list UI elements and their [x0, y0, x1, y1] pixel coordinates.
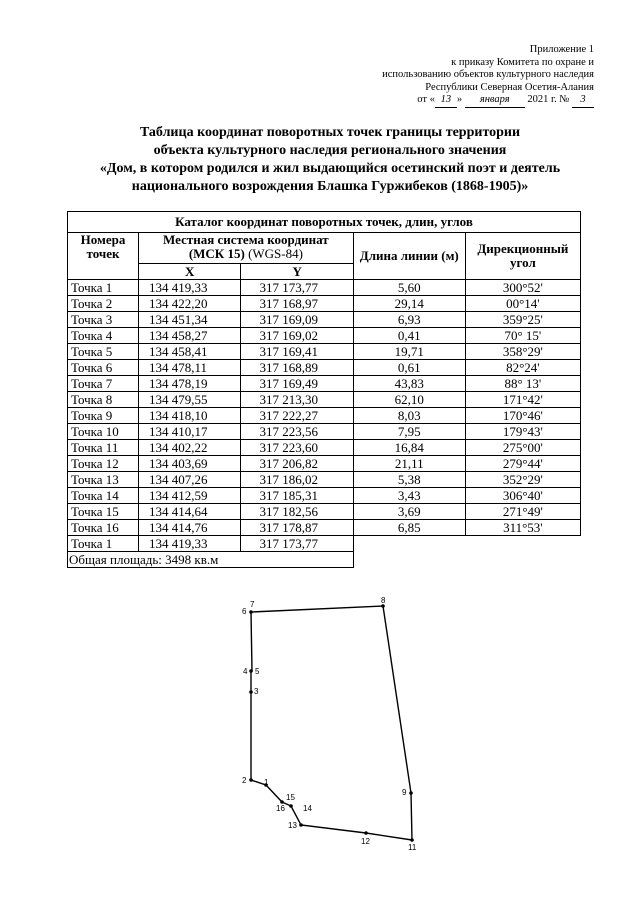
plan-label-1: 1 — [264, 778, 269, 787]
cell-point: Точка 4 — [68, 328, 139, 344]
cell-point: Точка 2 — [68, 296, 139, 312]
appendix-line-4: Республики Северная Осетия-Алания — [425, 81, 594, 93]
title-line-1: Таблица координат поворотных точек границы территории — [139, 125, 521, 140]
cell-y: 317 169,49 — [241, 376, 353, 392]
cell-y: 317 178,87 — [241, 520, 353, 536]
cell-length: 16,84 — [353, 440, 465, 456]
date-month: января — [465, 94, 525, 108]
date-year: 2021 г. № — [527, 94, 570, 105]
cell-direction: 88° 13' — [465, 376, 580, 392]
plan-label-12: 12 — [361, 837, 370, 846]
cell-direction: 179°43' — [465, 424, 580, 440]
cell-x: 134 422,20 — [138, 296, 241, 312]
cell-x: 134 478,19 — [138, 376, 241, 392]
col-header-system-line1: Местная система координат — [163, 232, 329, 247]
cell-point: Точка 8 — [68, 392, 139, 408]
boundary-point — [299, 823, 303, 827]
boundary-point — [249, 669, 253, 673]
cell-x: 134 458,27 — [138, 328, 241, 344]
cell-y: 317 173,77 — [241, 280, 353, 296]
boundary-points — [249, 604, 414, 842]
cell-y: 317 206,82 — [241, 456, 353, 472]
cell-direction: 311°53' — [465, 520, 580, 536]
cell-length: 3,69 — [353, 504, 465, 520]
appendix-title: Приложение 1 — [529, 44, 594, 55]
cell-x: 134 410,17 — [138, 424, 241, 440]
cell-x: 134 419,33 — [138, 280, 241, 296]
cell-length: 5,60 — [353, 280, 465, 296]
cell-x: 134 478,11 — [138, 360, 241, 376]
cell-direction: 82°24' — [465, 360, 580, 376]
total-area: Общая площадь: 3498 кв.м — [68, 552, 354, 568]
cell-y: 317 185,31 — [241, 488, 353, 504]
boundary-point — [249, 690, 253, 694]
plan-label-2: 2 — [242, 776, 247, 785]
cell-length: 3,43 — [353, 488, 465, 504]
cell-point: Точка 15 — [68, 504, 139, 520]
cell-point: Точка 6 — [68, 360, 139, 376]
cell-direction: 352°29' — [465, 472, 580, 488]
cell-direction: 271°49' — [465, 504, 580, 520]
cell-y: 317 222,27 — [241, 408, 353, 424]
col-header-direction-line2: угол — [510, 255, 536, 270]
cell-x: 134 402,22 — [138, 440, 241, 456]
plan-label-3: 3 — [254, 687, 259, 696]
appendix-line-3: использованию объектов культурного наследия — [382, 69, 594, 80]
cell-direction: 170°46' — [465, 408, 580, 424]
boundary-point — [409, 791, 413, 795]
cell-y: 317 169,09 — [241, 312, 353, 328]
cell-y: 317 169,02 — [241, 328, 353, 344]
col-header-wgs: (WGS-84) — [244, 246, 303, 261]
date-prefix: от « — [417, 94, 435, 105]
table-caption: Каталог координат поворотных точек, длин, углов — [68, 212, 581, 233]
cell-point: Точка 14 — [68, 488, 139, 504]
cell-x: 134 407,26 — [138, 472, 241, 488]
plan-label-13: 13 — [288, 821, 297, 830]
cell-y: 317 168,89 — [241, 360, 353, 376]
plan-label-16: 16 — [276, 804, 285, 813]
plan-label-5: 5 — [255, 667, 260, 676]
boundary-point — [410, 838, 414, 842]
cell-y: 317 182,56 — [241, 504, 353, 520]
cell-length: 6,93 — [353, 312, 465, 328]
cell-point: Точка 5 — [68, 344, 139, 360]
cell-point: Точка 10 — [68, 424, 139, 440]
cell-x: 134 419,33 — [138, 536, 241, 552]
cell-direction: 359°25' — [465, 312, 580, 328]
cell-direction: 00°14' — [465, 296, 580, 312]
col-header-points-line1: Номера — [80, 232, 126, 247]
plan-label-6: 6 — [242, 607, 247, 616]
boundary-point — [289, 804, 293, 808]
appendix-line-2: к приказу Комитета по охране и — [451, 56, 594, 68]
plan-label-11: 11 — [408, 843, 417, 852]
cell-length: 43,83 — [353, 376, 465, 392]
cell-point: Точка 11 — [68, 440, 139, 456]
cell-direction: 275°00' — [465, 440, 580, 456]
cell-x: 134 403,69 — [138, 456, 241, 472]
cell-y: 317 173,77 — [241, 536, 353, 552]
cell-x: 134 414,76 — [138, 520, 241, 536]
title-line-3: «Дом, в котором родился и жил выдающийся осетинский поэт и деятель — [99, 161, 561, 176]
cell-length: 6,85 — [353, 520, 465, 536]
col-header-points-line2: точек — [86, 246, 120, 261]
plan-label-8: 8 — [381, 596, 386, 605]
cell-y: 317 213,30 — [241, 392, 353, 408]
date-day: 13 — [435, 94, 457, 108]
plan-label-15: 15 — [286, 793, 295, 802]
cell-y: 317 169,41 — [241, 344, 353, 360]
cell-length: 0,61 — [353, 360, 465, 376]
title-line-4: национального возрождения Блашка Гуржибеков (1868-1905)» — [131, 179, 529, 194]
cell-length: 29,14 — [353, 296, 465, 312]
col-header-direction-line1: Дирекционный — [477, 241, 569, 256]
plan-label-7: 7 — [250, 600, 255, 609]
cell-point: Точка 12 — [68, 456, 139, 472]
cell-length: 7,95 — [353, 424, 465, 440]
cell-length: 21,11 — [353, 456, 465, 472]
cell-direction: 358°29' — [465, 344, 580, 360]
cell-point: Точка 7 — [68, 376, 139, 392]
cell-length: 62,10 — [353, 392, 465, 408]
col-header-msk: (МСК 15) — [188, 246, 245, 261]
cell-point: Точка 16 — [68, 520, 139, 536]
plan-label-14: 14 — [303, 804, 312, 813]
cell-x: 134 451,34 — [138, 312, 241, 328]
col-header-x: X — [138, 264, 241, 280]
title-line-2: объекта культурного наследия регионального значения — [153, 143, 507, 158]
cell-y: 317 186,02 — [241, 472, 353, 488]
cell-length: 0,41 — [353, 328, 465, 344]
plan-label-9: 9 — [402, 788, 407, 797]
cell-length: 19,71 — [353, 344, 465, 360]
cell-x: 134 414,64 — [138, 504, 241, 520]
date-mid: » — [456, 94, 463, 105]
col-header-y: Y — [241, 264, 353, 280]
cell-x: 134 458,41 — [138, 344, 241, 360]
cell-length: 8,03 — [353, 408, 465, 424]
cell-length: 5,38 — [353, 472, 465, 488]
cell-point: Точка 3 — [68, 312, 139, 328]
cell-point: Точка 13 — [68, 472, 139, 488]
cell-x: 134 418,10 — [138, 408, 241, 424]
boundary-point — [364, 831, 368, 835]
order-number: 3 — [572, 94, 594, 108]
plan-label-4: 4 — [243, 667, 248, 676]
cell-point: Точка 1 — [68, 280, 139, 296]
boundary-point — [249, 610, 253, 614]
boundary-point — [249, 778, 253, 782]
cell-direction: 300°52' — [465, 280, 580, 296]
cell-point: Точка 1 — [68, 536, 139, 552]
cell-y: 317 223,60 — [241, 440, 353, 456]
col-header-length: Длина линии (м) — [353, 233, 465, 280]
cell-point: Точка 9 — [68, 408, 139, 424]
cell-direction: 70° 15' — [465, 328, 580, 344]
cell-direction: 279°44' — [465, 456, 580, 472]
cell-y: 317 168,97 — [241, 296, 353, 312]
cell-x: 134 412,59 — [138, 488, 241, 504]
cell-x: 134 479,55 — [138, 392, 241, 408]
cell-direction: 306°40' — [465, 488, 580, 504]
cell-y: 317 223,56 — [241, 424, 353, 440]
cell-direction: 171°42' — [465, 392, 580, 408]
